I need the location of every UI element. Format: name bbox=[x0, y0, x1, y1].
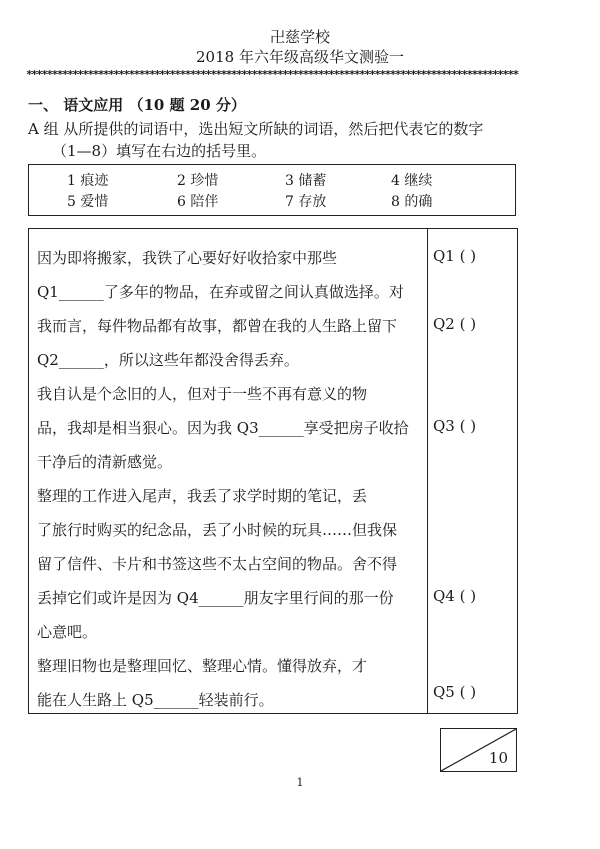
passage-line: 了旅行时购买的纪念品，丢了小时候的玩具……但我保 bbox=[37, 521, 398, 539]
passage-line: 整理的工作进入尾声，我丢了求学时期的笔记，丢 bbox=[37, 487, 368, 505]
answer-q2[interactable]: Q2 ( ) bbox=[433, 315, 477, 333]
group-instructions-line1: A 组 从所提供的词语中，选出短文所缺的词语，然后把代表它的数字 bbox=[28, 120, 484, 138]
passage-line: Q1______了多年的物品，在弃或留之间认真做选择。对 bbox=[37, 283, 404, 301]
passage-line: 留了信件、卡片和书签这些不太占空间的物品。舍不得 bbox=[37, 555, 398, 573]
word-options-box bbox=[28, 164, 516, 216]
passage-line: 因为即将搬家，我铁了心要好好收拾家中那些 bbox=[37, 249, 338, 267]
star-divider: ************************************************************************************************ bbox=[26, 68, 518, 81]
passage-line: 干净后的清新感觉。 bbox=[37, 453, 173, 471]
passage-line: 我而言，每件物品都有故事，都曾在我的人生路上留下 bbox=[37, 317, 398, 335]
answer-q1[interactable]: Q1 ( ) bbox=[433, 247, 477, 265]
word-option: 2 珍惜 bbox=[177, 173, 219, 189]
word-option: 6 陪伴 bbox=[177, 194, 219, 210]
score-box bbox=[440, 728, 517, 772]
section-title: 一、 语文应用 （10 题 20 分） bbox=[28, 96, 246, 114]
word-option: 8 的确 bbox=[391, 194, 433, 210]
group-instructions-line2: （1—8）填写在右边的括号里。 bbox=[52, 142, 267, 160]
answer-q4[interactable]: Q4 ( ) bbox=[433, 587, 477, 605]
answer-q5[interactable]: Q5 ( ) bbox=[433, 683, 477, 701]
word-option: 3 储蓄 bbox=[285, 173, 327, 189]
word-option: 7 存放 bbox=[285, 194, 327, 210]
word-option: 4 继续 bbox=[391, 173, 433, 189]
passage-line: 品，我却是相当狠心。因为我 Q3______享受把房子收拾 bbox=[37, 419, 409, 437]
answer-column-divider bbox=[427, 229, 428, 713]
passage-line: Q2______，所以这些年都没舍得丢弃。 bbox=[37, 351, 299, 369]
passage-line: 心意吧。 bbox=[37, 623, 98, 641]
answer-q3[interactable]: Q3 ( ) bbox=[433, 417, 477, 435]
passage-line: 整理旧物也是整理回忆、整理心情。懂得放弃，才 bbox=[37, 657, 368, 675]
passage-line: 我自认是个念旧的人，但对于一些不再有意义的物 bbox=[37, 385, 368, 403]
page-number: 1 bbox=[296, 776, 304, 789]
word-option: 1 痕迹 bbox=[67, 173, 109, 189]
school-name: 卍慈学校 bbox=[269, 28, 330, 46]
passage-line: 丢掉它们或许是因为 Q4______朋友字里行间的那一份 bbox=[37, 589, 394, 607]
score-total: 10 bbox=[488, 749, 508, 767]
word-option: 5 爱惜 bbox=[67, 194, 109, 210]
passage-box bbox=[28, 228, 518, 714]
passage-line: 能在人生路上 Q5______轻装前行。 bbox=[37, 691, 274, 709]
exam-title: 2018 年六年级高级华文测验一 bbox=[196, 48, 404, 66]
